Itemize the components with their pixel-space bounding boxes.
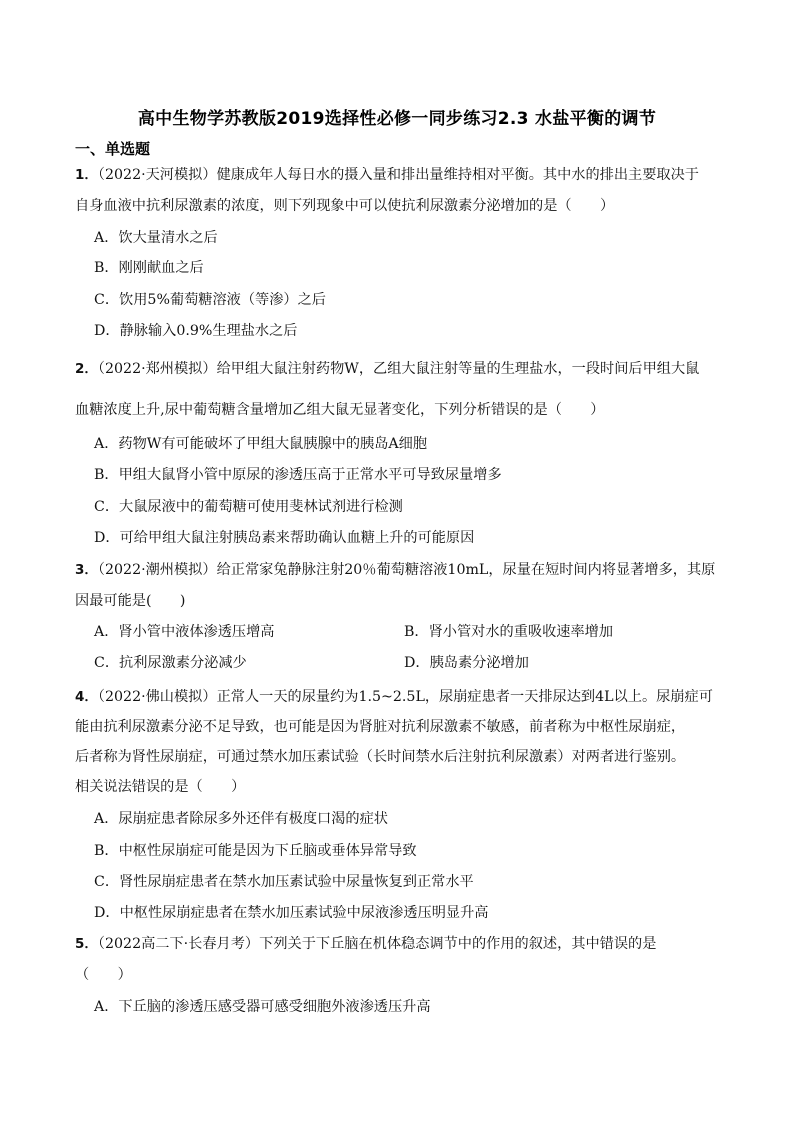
- question-5-option-a: A．下丘脑的渗透压感受器可感受细胞外液渗透压升高: [94, 999, 431, 1015]
- question-3-line-2: 因最可能是( ): [75, 593, 186, 609]
- question-5-line-2: （ ）: [75, 967, 132, 983]
- question-2-option-d: D．可给甲组大鼠注射胰岛素来帮助确认血糖上升的可能原因: [94, 530, 475, 546]
- question-number: 1．: [75, 167, 98, 183]
- question-3-line-1: [75, 560, 715, 580]
- question-source: （2022·天河模拟）: [97, 167, 217, 183]
- question-4-line-1: [75, 687, 713, 707]
- question-4-option-a: A．尿崩症患者除尿多外还伴有极度口渴的症状: [94, 811, 388, 827]
- question-4-line-2: 能由抗利尿激素分泌不足导致，也可能是因为肾脏对抗利尿激素不敏感，前者称为中枢性尿崩症，: [75, 719, 686, 735]
- question-1-option-b: B．刚刚献血之后: [94, 260, 204, 276]
- question-4-option-d: D．中枢性尿崩症患者在禁水加压素试验中尿液渗透压明显升高: [94, 905, 489, 921]
- question-source: （2022高二下·长春月考）: [97, 936, 260, 952]
- question-number: 5．: [75, 936, 98, 952]
- question-1-option-d: D．静脉输入0.9%生理盐水之后: [94, 323, 298, 339]
- question-source: （2022·潮州模拟）: [97, 562, 217, 578]
- question-3-option-a: A．肾小管中液体渗透压增高: [94, 624, 275, 640]
- page-title: 高中生物学苏教版2019选择性必修一同步练习2.3 水盐平衡的调节: [137, 109, 657, 129]
- question-2-line-1: [75, 359, 699, 379]
- question-text: 给正常家兔静脉注射20％葡萄糖溶液10mL，尿量在短时间内将显著增多，其原: [216, 562, 716, 578]
- question-source: （2022·郑州模拟）: [97, 361, 217, 377]
- question-2-option-c: C．大鼠尿液中的葡萄糖可使用斐林试剂进行检测: [94, 499, 403, 515]
- question-3-option-d: D．胰岛素分泌增加: [404, 655, 529, 671]
- question-4-option-c: C．肾性尿崩症患者在禁水加压素试验中尿量恢复到正常水平: [94, 874, 474, 890]
- question-number: 2．: [75, 361, 98, 377]
- question-2-option-b: B．甲组大鼠肾小管中原尿的渗透压高于正常水平可导致尿量增多: [94, 467, 502, 483]
- question-5-line-1: [75, 934, 656, 954]
- section-heading: 一、单选题: [75, 140, 151, 158]
- question-2-option-a: A．药物W有可能破坏了甲组大鼠胰腺中的胰岛A细胞: [94, 436, 428, 452]
- question-number: 3．: [75, 562, 98, 578]
- question-3-option-b: B．肾小管对水的重吸收速率增加: [404, 624, 614, 640]
- question-2-line-2: 血糖浓度上升,尿中葡萄糖含量增加乙组大鼠无显著变化，下列分析错误的是（ ）: [75, 402, 605, 418]
- question-1-option-c: C．饮用5%葡萄糖溶液（等渗）之后: [94, 292, 326, 308]
- question-4-line-3: 后者称为肾性尿崩症，可通过禁水加压素试验（长时间禁水后注射抗利尿激素）对两者进行鉴别。: [75, 749, 686, 765]
- question-1-option-a: A．饮大量清水之后: [94, 230, 218, 246]
- question-4-option-b: B．中枢性尿崩症可能是因为下丘脑或垂体异常导致: [94, 843, 417, 859]
- question-source: （2022·佛山模拟）: [97, 689, 217, 705]
- question-4-line-4: 相关说法错误的是（ ）: [75, 779, 246, 795]
- question-3-option-c: C．抗利尿激素分泌减少: [94, 655, 247, 671]
- question-number: 4．: [75, 689, 98, 705]
- question-1-line-2: 自身血液中抗利尿激素的浓度，则下列现象中可以使抗利尿激素分泌增加的是（ ）: [75, 198, 615, 214]
- question-text: 下列关于下丘脑在机体稳态调节中的作用的叙述，其中错误的是: [259, 936, 657, 952]
- question-text: 正常人一天的尿量约为1.5~2.5L，尿崩症患者一天排尿达到4L以上。尿崩症可: [216, 689, 713, 705]
- question-text: 健康成年人每日水的摄入量和排出量维持相对平衡。其中水的排出主要取决于: [216, 167, 699, 183]
- question-1-line-1: [75, 165, 699, 185]
- question-text: 给甲组大鼠注射药物W，乙组大鼠注射等量的生理盐水，一段时间后甲组大鼠: [216, 361, 700, 377]
